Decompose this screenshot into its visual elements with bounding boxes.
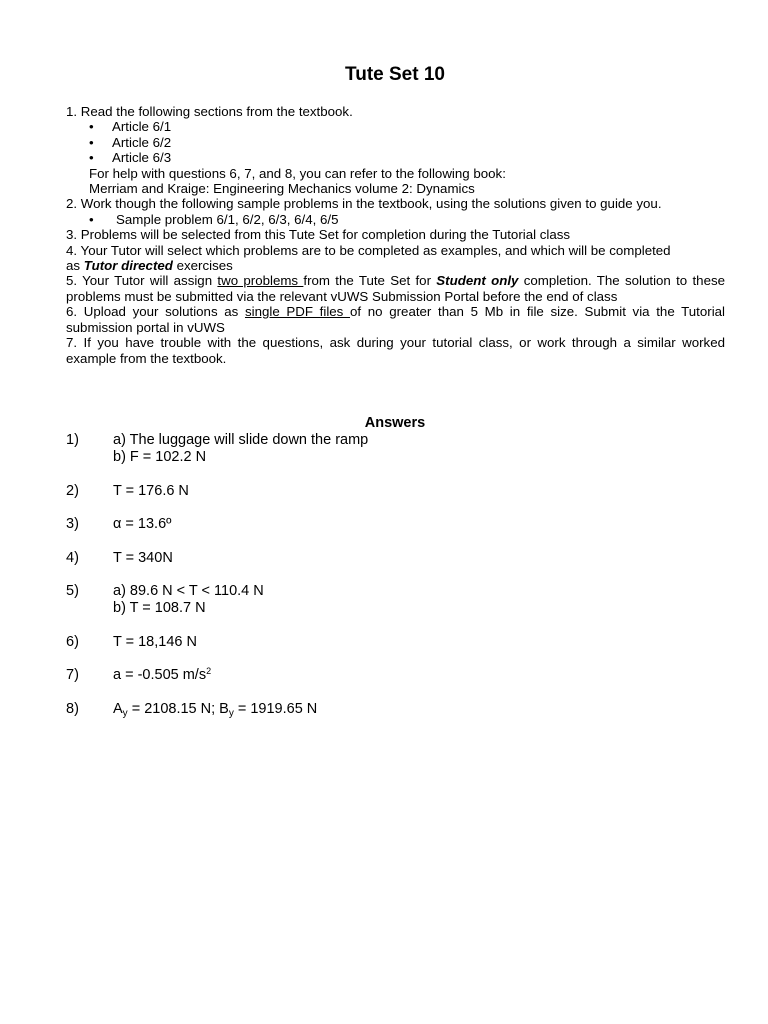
instructions-list xyxy=(66,104,725,366)
help-line: For help with questions 6, 7, and 8, you can refer to the following book: xyxy=(89,165,506,181)
tutor-directed-emphasis: Tutor directed xyxy=(83,258,173,274)
two-problems-underlined: two problems xyxy=(217,273,304,289)
answer-item: 5) a) 89.6 N < T < 110.4 N b) T = 108.7 N xyxy=(66,583,264,616)
student-only-emphasis: Student only xyxy=(436,273,519,289)
instruction-2: 2. Work though the following sample problems in the textbook, using the solutions given to guide you. xyxy=(66,196,662,212)
bullet-icon: • xyxy=(89,134,94,150)
answer-number: 4) xyxy=(66,549,79,566)
instruction-5: 5. Your Tutor will assign two problems from the Tute Set for Student only completion. The solution to these problems must be submitted via the relevant vUWS Submission Portal before the end of class xyxy=(66,273,726,304)
instruction-6: 6. Upload your solutions as single PDF files of no greater than 5 Mb in file size. Submit via the Tutorial submission portal in vUWS xyxy=(66,304,725,335)
answer-item: 3) α = 13.6º xyxy=(66,516,172,532)
sample-problems-item: • Sample problem 6/1, 6/2, 6/3, 6/4, 6/5 xyxy=(89,211,339,227)
answer-number: 5) xyxy=(66,583,79,599)
answer-number: 6) xyxy=(66,633,79,650)
answer-number: 3) xyxy=(66,516,79,532)
book-reference: Merriam and Kraige: Engineering Mechanics volume 2: Dynamics xyxy=(89,181,475,197)
answers-list xyxy=(66,432,706,734)
bullet-icon: • xyxy=(89,150,94,166)
answer-item: 2) T = 176.6 N xyxy=(66,482,189,499)
superscript: 2 xyxy=(206,666,212,676)
answer-number: 1) xyxy=(66,432,79,448)
answer-item: 1) a) The luggage will slide down the ramp b) F = 102.2 N xyxy=(66,432,369,465)
bullet-icon: • xyxy=(89,211,94,227)
page-title: Tute Set 10 xyxy=(345,64,445,85)
single-pdf-underlined: single PDF files xyxy=(244,304,350,320)
article-item: • Article 6/2 xyxy=(89,134,172,150)
instruction-4: 4. Your Tutor will select which problems are to be completed as examples, and which will be completed as Tutor directed exercises xyxy=(66,242,671,274)
answer-number: 7) xyxy=(66,667,79,683)
answer-item: 4) T = 340N xyxy=(66,549,173,566)
answer-number: 8) xyxy=(66,700,79,717)
answer-item: 6) T = 18,146 N xyxy=(66,633,197,650)
subscript: y xyxy=(228,707,234,719)
article-item: • Article 6/1 xyxy=(89,119,172,135)
instruction-7: 7. If you have trouble with the questions, ask during your tutorial class, or work through a similar worked example from the textbook. xyxy=(66,335,725,366)
answers-heading: Answers xyxy=(364,415,426,431)
answer-item: 8) $A_y = 2108.15$ N; $B_y = 1919.65$ N xyxy=(66,700,318,719)
answer-item: 7) a = -0.505 $m/s^2$ xyxy=(66,666,212,683)
bullet-icon: • xyxy=(89,119,94,135)
answer-number: 2) xyxy=(66,482,79,499)
article-item: • Article 6/3 xyxy=(89,150,172,166)
instruction-3: 3. Problems will be selected from this Tute Set for completion during the Tutorial class xyxy=(66,227,571,243)
instruction-1: 1. Read the following sections from the textbook. xyxy=(66,104,353,119)
subscript: y xyxy=(122,707,128,719)
